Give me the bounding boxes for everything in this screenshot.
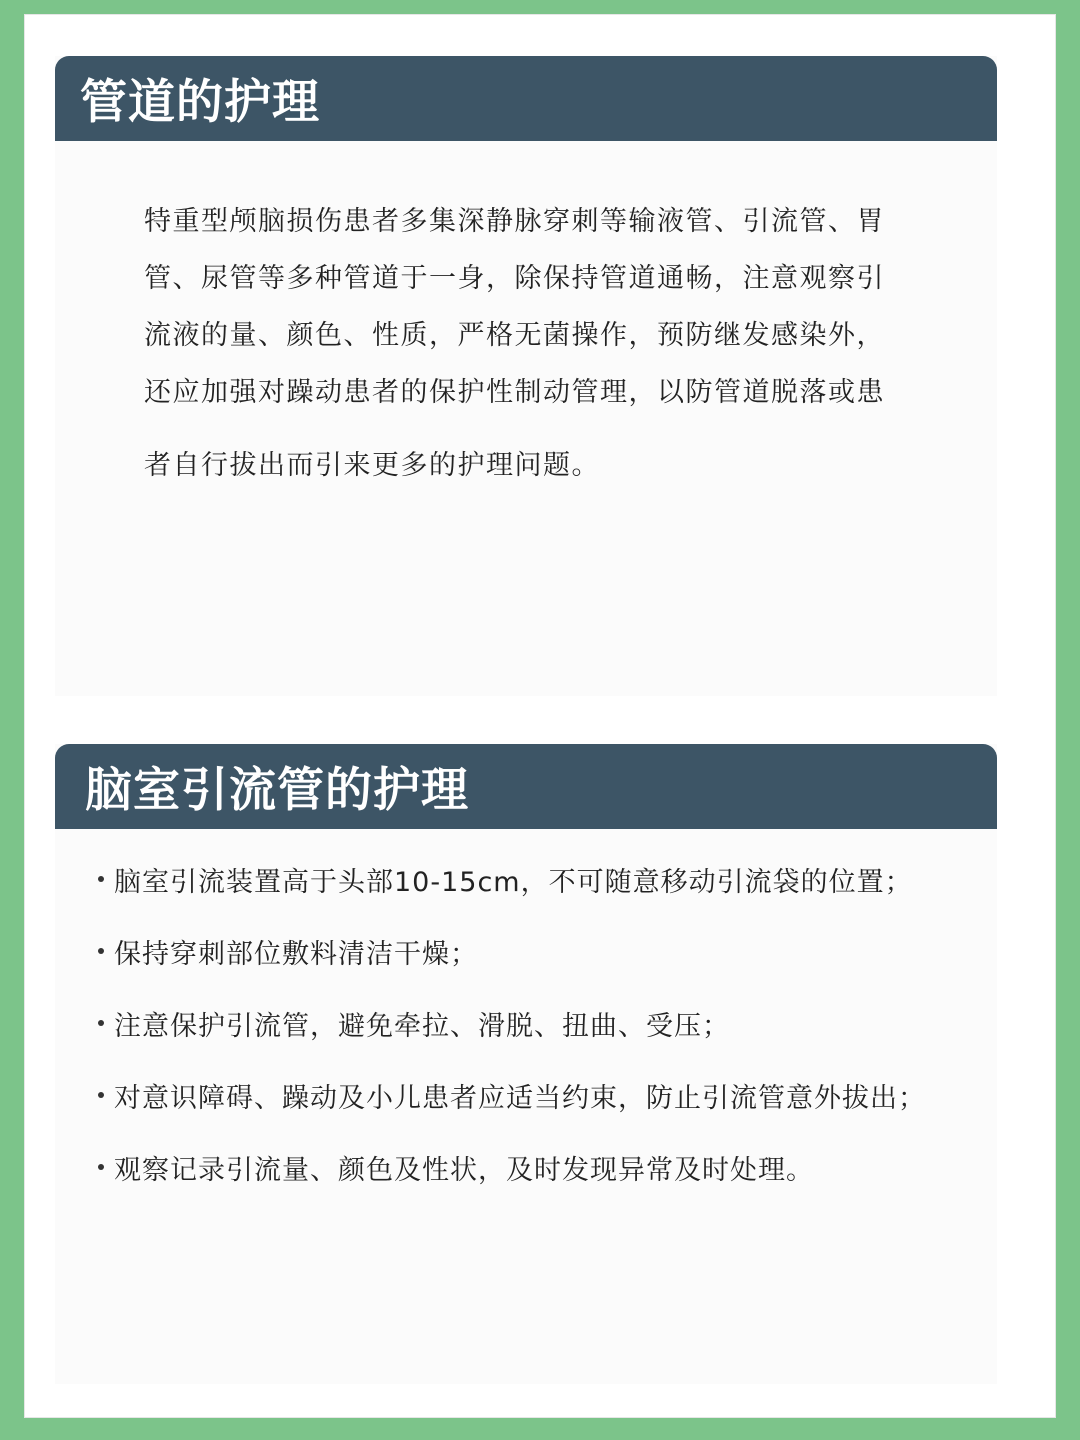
list-item [98, 861, 926, 897]
bullet-icon [98, 948, 104, 954]
section-header [55, 56, 997, 141]
bullet-list [98, 861, 926, 1221]
list-item [98, 1077, 926, 1113]
bullet-icon [98, 1020, 104, 1026]
section-tube-care [55, 56, 997, 696]
list-item [98, 1005, 926, 1041]
list-item [98, 1149, 926, 1185]
list-item [98, 933, 926, 969]
section-paragraph: 特重型颅脑损伤患者多集深静脉穿刺等输液管、引流管、胃管、尿管等多种管道于一身，除保持管道通畅，注意观察引流液的量、颜色、性质，严格无菌操作，预防继发感染外，还应加强对躁动患者的保护性制动管理，以防管道脱落或患 [144, 206, 885, 408]
section-title: 脑室引流管的护理 [85, 763, 469, 818]
list-item-text: 观察记录引流量、颜色及性状，及时发现异常及时处理。 [114, 1154, 814, 1186]
section-header [55, 744, 997, 829]
list-item-text: 注意保护引流管，避免牵拉、滑脱、扭曲、受压； [114, 1010, 730, 1042]
section-paragraph: 者自行拔出而引来更多的护理问题。 [144, 450, 600, 481]
bullet-icon [98, 876, 104, 882]
list-item-text: 对意识障碍、躁动及小儿患者应适当约束，防止引流管意外拔出； [114, 1082, 926, 1114]
bullet-icon [98, 1164, 104, 1170]
bullet-icon [98, 1092, 104, 1098]
section-title: 管道的护理 [80, 75, 320, 130]
section-ventricular-drainage-care [55, 744, 997, 1384]
list-item-text: 脑室引流装置高于头部10-15cm，不可随意移动引流袋的位置； [114, 866, 913, 898]
list-item-text: 保持穿刺部位敷料清洁干燥； [114, 938, 478, 970]
